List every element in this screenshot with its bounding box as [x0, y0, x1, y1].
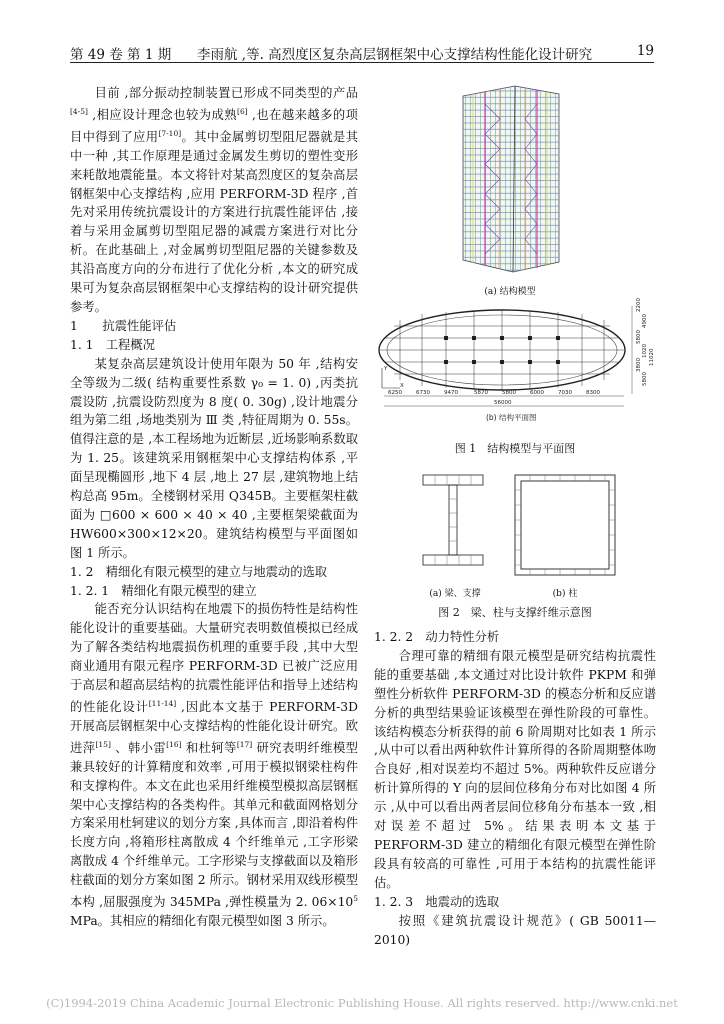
header-left: [70, 43, 592, 63]
citation: [6]: [237, 106, 248, 116]
section-heading: 1 抗震性能评估: [70, 318, 177, 333]
exponent: 5: [353, 894, 358, 904]
dim-label: 6730: [416, 390, 430, 396]
structure-plan: [374, 296, 656, 432]
header-title: 高烈度区复杂高层钢框架中心支撑结构性能化设计研究: [268, 47, 593, 63]
dim-label: 5870: [474, 390, 488, 396]
figure1-caption: 图 1 结构模型与平面图: [454, 442, 576, 455]
figure2-sub-b: (b) 柱: [552, 589, 578, 599]
right-column: [374, 628, 656, 949]
citation: [17]: [236, 739, 253, 749]
dim-label: 8300: [586, 390, 600, 396]
subsubsection-heading: 1. 2. 3 地震动的选取: [374, 894, 500, 909]
box-section-fiber-mesh: [510, 470, 620, 580]
subsection-heading: 1. 2 精细化有限元模型的建立与地震动的选取: [70, 564, 328, 579]
subsubsection-heading: 1. 2. 2 动力特性分析: [374, 630, 500, 644]
subsection-heading: 1. 1 工程概况: [70, 337, 155, 352]
citation: [16]: [166, 739, 182, 749]
dim-label: 9470: [444, 390, 458, 396]
axis-x-label: X: [400, 383, 404, 389]
dim-label: 6000: [530, 390, 544, 396]
dim-label: 4900: [642, 314, 648, 328]
subsubsection-heading: 1. 2. 1 精细化有限元模型的建立: [70, 583, 257, 598]
ground-motion-paragraph: 按照《建筑抗震设计规范》( GB 50011—2010): [374, 913, 656, 947]
axis-y-label: Y: [384, 366, 388, 372]
left-column: [70, 84, 358, 931]
copyright-footer: (C)1994-2019 China Academic Journal Electronic Publishing House. All rights reserved. http://www.cnki.net: [46, 996, 678, 1010]
dim-label: 5800: [642, 372, 648, 386]
dim-label: 11020: [649, 348, 655, 366]
bottom-dimension-labels: [388, 390, 600, 406]
i-section-fiber-mesh: [418, 470, 488, 570]
dim-label: 1020: [642, 344, 648, 358]
citation: [11-14]: [148, 699, 177, 708]
right-dimension-labels: [636, 298, 655, 386]
running-header: [70, 40, 654, 63]
dim-label: 2200: [636, 298, 642, 312]
dynamic-analysis-paragraph: 合理可靠的精细有限元模型是研究结构抗震性能的重要基础 ,本文通过对比设计软件 PKPM 和弹塑性分析软件 PERFORM-3D 的模态分析和反应谱分析的典型结果验证该模型在弹性阶段的可靠性。该结构模态分析获得的前 6 阶周期对比如表 1 所示 ,从中可以看出两种软件计算所得的各阶周期整体吻合良好 ,相对误差均不超过 5%。两种软件反应谱分析计算所得的 Y 向的层间位移角分布对比如图 4 所示 ,从中可以看出两者层间位移角分布基本一致 ,相对误差不超过 5%。结果表明本文基于 PERFORM-3D 建立的精细化有限元模型在弹性阶段具有较高的可靠性 ,可用于本结构的抗震性能评估。: [374, 648, 656, 890]
figure2-sub-a: (a) 梁、支撑: [429, 589, 481, 599]
journal-issue: 第 49 卷 第 1 期: [70, 47, 172, 63]
citation: [4-5]: [70, 106, 88, 116]
header-authors: 李雨航 ,等.: [196, 47, 264, 63]
figure1-sub-b: (b) 结构平面图: [486, 413, 537, 422]
page-number: 19: [636, 43, 654, 59]
project-overview-paragraph: 某复杂高层建筑设计使用年限为 50 年 ,结构安全等级为二级( 结构重要性系数 γ₀ = 1. 0) ,丙类抗震设防 ,抗震设防烈度为 8 度( 0. 30g) ,设计地震分组为第二组 ,场地类别为 Ⅲ 类 ,特征周期为 0. 55s。值得注意的是 ,本工程场地为近断层 ,近场影响系数取为 1. 25。该建筑采用钢框架中心支撑结构体系 ,平面呈现椭圆形 ,地下 4 层 ,地上 27 层 ,建筑物地上结构总高 95m。全楼钢材采用 Q345B。主要框架柱截面为 □600 × 600 × 40 × 40 ,主要框架梁截面为 HW600×300×12×20。建筑结构模型与平面图如图 1 所示。: [70, 356, 358, 560]
structure-3d-model: [455, 84, 565, 274]
dim-label: 3800: [636, 358, 642, 372]
dim-label: 7030: [558, 390, 572, 396]
citation: [7-10]: [158, 128, 182, 138]
figure1-sub-a: (a) 结构模型: [484, 287, 536, 297]
citation: [15]: [95, 739, 111, 749]
intro-paragraph: 目前 ,部分振动控制装置已形成不同类型的产品[4-5] ,相应设计理念也较为成熟[6] ,也在越来越多的项目中得到了应用[7-10]。其中金属剪切型阻尼器就是其中一种 ,其工作原理是通过金属发生剪切的塑性变形来耗散地震能量。本文将针对某高烈度区的复杂高层钢框架中心支撑结构 ,应用 PERFORM-3D 程序 ,首先对采用传统抗震设计的方案进行抗震性能评估 ,接着与采用金属剪切型阻尼器的减震方案进行对比分析。在此基础上 ,对金属剪切型阻尼器的关键参数及其沿高度方向的分布进行了优化分析 ,本文的研究成果可为复杂高层钢框架中心支撑结构的设计研究提供参考。: [70, 86, 358, 314]
dim-label: 5800: [502, 390, 516, 396]
dim-total: 56000: [494, 400, 512, 406]
figure2-caption: 图 2 梁、柱与支撑纤维示意图: [438, 606, 592, 619]
fe-model-paragraph: 能否充分认识结构在地震下的损伤特性是结构性能化设计的重要基础。大量研究表明数值模拟已经成为了解各类结构地震损伤机理的重要手段 ,其中大型商业通用有限元程序 PERFORM-3D 已被广泛应用于高层和超高层结构的抗震性能评估和指导上述结构的性能化设计[11-14] ,因此本文基于 PERFORM-3D 开展高层钢框架中心支撑结构的性能化设计研究。欧进萍[15] 、韩小雷[16] 和杜轲等[17] 研究表明纤维模型兼具较好的计算精度和效率 ,可用于模拟钢梁柱构件和支撑构件。本文在此也采用纤维模型模拟高层钢框架中心支撑结构的各类构件。其单元和截面网格划分方案采用杜轲建议的划分方案 ,具体而言 ,即沿着构件长度方向 ,将箱形柱离散成 4 个纤维单元 ,工字形梁离散成 4 个纤维单元。工字形梁与支撑截面以及箱形柱截面的划分方案如图 2 所示。钢材采用双线形模型本构 ,屈服强度为 345MPa ,弹性模量为 2. $06\times 10^5$ MPa。其相应的精细化有限元模型如图 3 所示。: [70, 602, 358, 928]
dim-label: 5800: [636, 330, 642, 344]
dim-label: 6250: [388, 390, 402, 396]
